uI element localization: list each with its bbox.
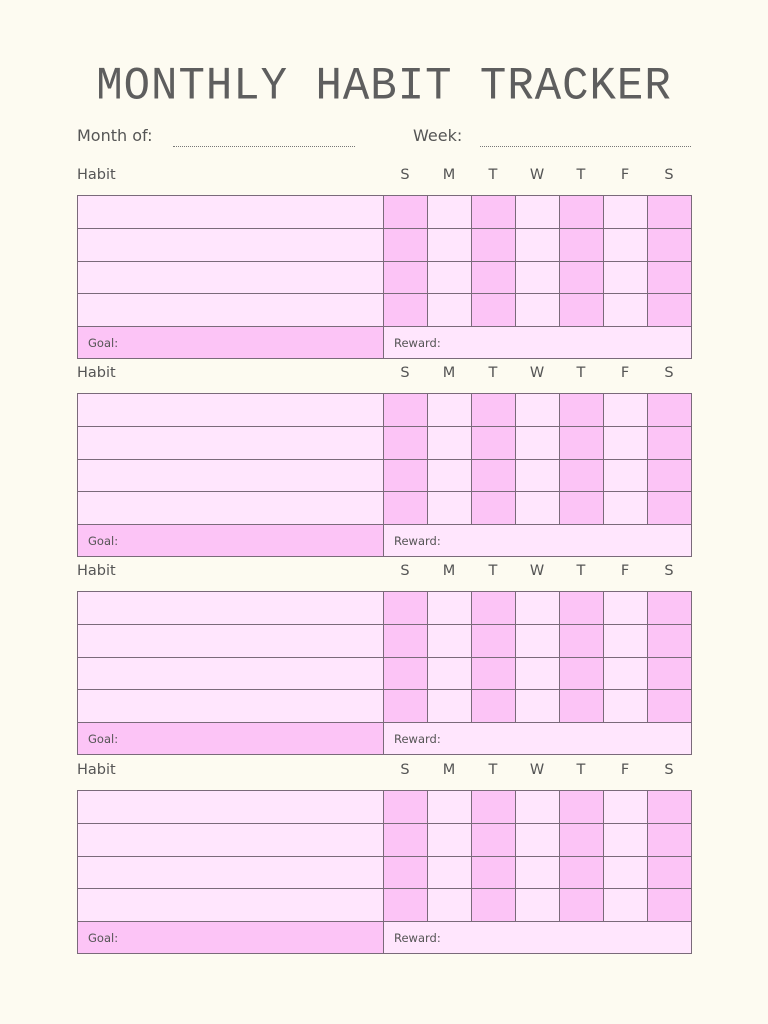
day-checkbox-cell[interactable]: [516, 823, 560, 856]
habit-grid: [77, 591, 692, 755]
header-fields: [77, 124, 691, 152]
goal-reward-row: [78, 525, 692, 557]
section-header: [77, 760, 691, 790]
day-checkbox-cell[interactable]: [428, 823, 472, 856]
day-label: M: [442, 563, 456, 579]
day-checkbox-cell[interactable]: [648, 492, 692, 525]
day-checkbox-cell[interactable]: [604, 624, 648, 657]
reward-cell[interactable]: Reward:: [384, 723, 692, 755]
day-label: S: [400, 563, 410, 579]
day-checkbox-cell[interactable]: [472, 228, 516, 261]
day-checkbox-cell[interactable]: [604, 889, 648, 922]
month-label: Month of:: [77, 126, 153, 145]
day-checkbox-cell[interactable]: [384, 791, 428, 824]
day-checkbox-cell[interactable]: [560, 459, 604, 492]
habit-row: [78, 889, 692, 922]
day-checkbox-cell[interactable]: [472, 657, 516, 690]
day-checkbox-cell[interactable]: [560, 690, 604, 723]
day-checkbox-cell[interactable]: [472, 196, 516, 229]
day-checkbox-cell[interactable]: [428, 657, 472, 690]
habit-row: [78, 823, 692, 856]
habit-name-cell[interactable]: [78, 856, 384, 889]
habit-name-cell[interactable]: [78, 592, 384, 625]
day-checkbox-cell[interactable]: [604, 294, 648, 327]
day-label: M: [442, 167, 456, 183]
day-checkbox-cell[interactable]: [516, 261, 560, 294]
section-header: [77, 363, 691, 393]
day-checkbox-cell[interactable]: [560, 394, 604, 427]
day-checkbox-cell[interactable]: [428, 394, 472, 427]
day-checkbox-cell[interactable]: [516, 492, 560, 525]
day-checkbox-cell[interactable]: [472, 624, 516, 657]
day-label: F: [620, 365, 630, 381]
day-checkbox-cell[interactable]: [472, 690, 516, 723]
day-checkbox-cell[interactable]: [648, 196, 692, 229]
day-checkbox-cell[interactable]: [560, 856, 604, 889]
day-label: M: [442, 365, 456, 381]
day-label: S: [664, 762, 674, 778]
day-label: S: [664, 167, 674, 183]
habit-name-cell[interactable]: [78, 394, 384, 427]
day-checkbox-cell[interactable]: [560, 228, 604, 261]
day-checkbox-cell[interactable]: [384, 624, 428, 657]
day-label: S: [400, 167, 410, 183]
day-checkbox-cell[interactable]: [648, 856, 692, 889]
day-checkbox-cell[interactable]: [560, 657, 604, 690]
day-label: F: [620, 167, 630, 183]
habit-name-cell[interactable]: [78, 459, 384, 492]
habit-grid: [77, 195, 692, 359]
day-checkbox-cell[interactable]: [516, 624, 560, 657]
habit-grid: [77, 393, 692, 557]
goal-reward-row: [78, 327, 692, 359]
habit-row: [78, 261, 692, 294]
day-checkbox-cell[interactable]: [472, 294, 516, 327]
habit-section: [77, 561, 691, 755]
day-checkbox-cell[interactable]: [516, 889, 560, 922]
goal-cell[interactable]: Goal:: [78, 922, 384, 954]
day-checkbox-cell[interactable]: [560, 823, 604, 856]
day-checkbox-cell[interactable]: [516, 690, 560, 723]
day-checkbox-cell[interactable]: [428, 261, 472, 294]
habit-name-cell[interactable]: [78, 624, 384, 657]
day-checkbox-cell[interactable]: [384, 690, 428, 723]
day-checkbox-cell[interactable]: [384, 657, 428, 690]
day-checkbox-cell[interactable]: [472, 394, 516, 427]
day-checkbox-cell[interactable]: [428, 492, 472, 525]
day-checkbox-cell[interactable]: [648, 823, 692, 856]
day-checkbox-cell[interactable]: [648, 791, 692, 824]
day-checkbox-cell[interactable]: [516, 791, 560, 824]
habit-row: [78, 459, 692, 492]
day-checkbox-cell[interactable]: [472, 492, 516, 525]
day-checkbox-cell[interactable]: [472, 889, 516, 922]
habit-name-cell[interactable]: [78, 426, 384, 459]
day-checkbox-cell[interactable]: [384, 228, 428, 261]
day-checkbox-cell[interactable]: [648, 592, 692, 625]
page-title: MONTHLY HABIT TRACKER: [96, 60, 672, 114]
habit-name-cell[interactable]: [78, 690, 384, 723]
day-checkbox-cell[interactable]: [516, 294, 560, 327]
goal-reward-row: [78, 723, 692, 755]
day-label: T: [576, 167, 586, 183]
month-field[interactable]: [173, 146, 355, 147]
day-label: T: [488, 167, 498, 183]
week-field[interactable]: [480, 146, 691, 147]
day-checkbox-cell[interactable]: [428, 459, 472, 492]
day-checkbox-cell[interactable]: [516, 228, 560, 261]
reward-cell[interactable]: Reward:: [384, 525, 692, 557]
day-label: F: [620, 762, 630, 778]
section-header: [77, 165, 691, 195]
week-label: Week:: [413, 126, 463, 145]
day-label: M: [442, 762, 456, 778]
day-checkbox-cell[interactable]: [648, 690, 692, 723]
day-checkbox-cell[interactable]: [472, 791, 516, 824]
habit-column-label: Habit: [77, 563, 116, 579]
day-checkbox-cell[interactable]: [428, 889, 472, 922]
day-label: S: [664, 365, 674, 381]
habit-row: [78, 294, 692, 327]
day-checkbox-cell[interactable]: [648, 459, 692, 492]
day-checkbox-cell[interactable]: [648, 294, 692, 327]
habit-row: [78, 690, 692, 723]
day-checkbox-cell[interactable]: [648, 657, 692, 690]
habit-name-cell[interactable]: [78, 196, 384, 229]
day-checkbox-cell[interactable]: [516, 592, 560, 625]
day-checkbox-cell[interactable]: [428, 690, 472, 723]
day-checkbox-cell[interactable]: [428, 196, 472, 229]
habit-row: [78, 196, 692, 229]
day-checkbox-cell[interactable]: [384, 426, 428, 459]
day-checkbox-cell[interactable]: [648, 261, 692, 294]
day-label: T: [576, 365, 586, 381]
day-checkbox-cell[interactable]: [516, 657, 560, 690]
day-checkbox-cell[interactable]: [560, 426, 604, 459]
habit-column-label: Habit: [77, 365, 116, 381]
habit-row: [78, 592, 692, 625]
day-checkbox-cell[interactable]: [516, 426, 560, 459]
day-checkbox-cell[interactable]: [648, 394, 692, 427]
day-checkbox-cell[interactable]: [604, 196, 648, 229]
habit-row: [78, 856, 692, 889]
habit-row: [78, 426, 692, 459]
day-checkbox-cell[interactable]: [604, 492, 648, 525]
day-label: W: [529, 762, 545, 778]
goal-reward-row: [78, 922, 692, 954]
day-checkbox-cell[interactable]: [560, 492, 604, 525]
habit-row: [78, 791, 692, 824]
day-checkbox-cell[interactable]: [560, 294, 604, 327]
habit-name-cell[interactable]: [78, 657, 384, 690]
day-checkbox-cell[interactable]: [428, 426, 472, 459]
day-label: S: [664, 563, 674, 579]
day-label: S: [400, 365, 410, 381]
habit-column-label: Habit: [77, 762, 116, 778]
day-checkbox-cell[interactable]: [384, 823, 428, 856]
day-label: T: [488, 563, 498, 579]
habit-name-cell[interactable]: [78, 294, 384, 327]
day-checkbox-cell[interactable]: [472, 592, 516, 625]
day-checkbox-cell[interactable]: [560, 624, 604, 657]
day-checkbox-cell[interactable]: [604, 791, 648, 824]
day-checkbox-cell[interactable]: [428, 592, 472, 625]
day-checkbox-cell[interactable]: [560, 196, 604, 229]
day-checkbox-cell[interactable]: [516, 394, 560, 427]
day-checkbox-cell[interactable]: [472, 261, 516, 294]
day-checkbox-cell[interactable]: [384, 394, 428, 427]
day-checkbox-cell[interactable]: [604, 856, 648, 889]
day-checkbox-cell[interactable]: [516, 196, 560, 229]
goal-cell[interactable]: Goal:: [78, 723, 384, 755]
day-checkbox-cell[interactable]: [604, 228, 648, 261]
day-checkbox-cell[interactable]: [472, 459, 516, 492]
day-checkbox-cell[interactable]: [384, 492, 428, 525]
day-label: W: [529, 563, 545, 579]
day-label: S: [400, 762, 410, 778]
day-checkbox-cell[interactable]: [648, 426, 692, 459]
habit-name-cell[interactable]: [78, 492, 384, 525]
day-label: F: [620, 563, 630, 579]
day-checkbox-cell[interactable]: [648, 624, 692, 657]
day-checkbox-cell[interactable]: [384, 856, 428, 889]
habit-name-cell[interactable]: [78, 261, 384, 294]
day-checkbox-cell[interactable]: [384, 459, 428, 492]
habit-name-cell[interactable]: [78, 228, 384, 261]
day-checkbox-cell[interactable]: [560, 889, 604, 922]
goal-cell[interactable]: Goal:: [78, 525, 384, 557]
day-checkbox-cell[interactable]: [648, 889, 692, 922]
day-checkbox-cell[interactable]: [428, 856, 472, 889]
day-label: T: [488, 365, 498, 381]
habit-row: [78, 492, 692, 525]
habit-section: [77, 165, 691, 359]
day-checkbox-cell[interactable]: [560, 261, 604, 294]
day-checkbox-cell[interactable]: [560, 592, 604, 625]
habit-grid: [77, 790, 692, 954]
day-checkbox-cell[interactable]: [472, 823, 516, 856]
habit-row: [78, 228, 692, 261]
day-label: W: [529, 167, 545, 183]
habit-row: [78, 657, 692, 690]
goal-cell[interactable]: Goal:: [78, 327, 384, 359]
day-checkbox-cell[interactable]: [472, 856, 516, 889]
day-checkbox-cell[interactable]: [384, 196, 428, 229]
habit-name-cell[interactable]: [78, 889, 384, 922]
day-checkbox-cell[interactable]: [516, 459, 560, 492]
day-checkbox-cell[interactable]: [384, 889, 428, 922]
habit-row: [78, 624, 692, 657]
day-checkbox-cell[interactable]: [604, 823, 648, 856]
day-checkbox-cell[interactable]: [604, 261, 648, 294]
day-checkbox-cell[interactable]: [604, 426, 648, 459]
day-checkbox-cell[interactable]: [384, 261, 428, 294]
day-checkbox-cell[interactable]: [384, 592, 428, 625]
day-checkbox-cell[interactable]: [516, 856, 560, 889]
day-label: W: [529, 365, 545, 381]
day-checkbox-cell[interactable]: [648, 228, 692, 261]
day-checkbox-cell[interactable]: [428, 294, 472, 327]
day-checkbox-cell[interactable]: [428, 791, 472, 824]
day-checkbox-cell[interactable]: [384, 294, 428, 327]
reward-cell[interactable]: Reward:: [384, 327, 692, 359]
day-checkbox-cell[interactable]: [604, 657, 648, 690]
day-label: T: [576, 563, 586, 579]
day-checkbox-cell[interactable]: [604, 394, 648, 427]
day-checkbox-cell[interactable]: [472, 426, 516, 459]
day-checkbox-cell[interactable]: [428, 228, 472, 261]
reward-cell[interactable]: Reward:: [384, 922, 692, 954]
day-checkbox-cell[interactable]: [604, 459, 648, 492]
habit-section: [77, 363, 691, 557]
day-checkbox-cell[interactable]: [604, 690, 648, 723]
day-label: T: [488, 762, 498, 778]
day-checkbox-cell[interactable]: [428, 624, 472, 657]
habit-column-label: Habit: [77, 167, 116, 183]
day-label: T: [576, 762, 586, 778]
section-header: [77, 561, 691, 591]
habit-section: [77, 760, 691, 954]
habit-name-cell[interactable]: [78, 823, 384, 856]
day-checkbox-cell[interactable]: [604, 592, 648, 625]
habit-name-cell[interactable]: [78, 791, 384, 824]
day-checkbox-cell[interactable]: [560, 791, 604, 824]
habit-row: [78, 394, 692, 427]
